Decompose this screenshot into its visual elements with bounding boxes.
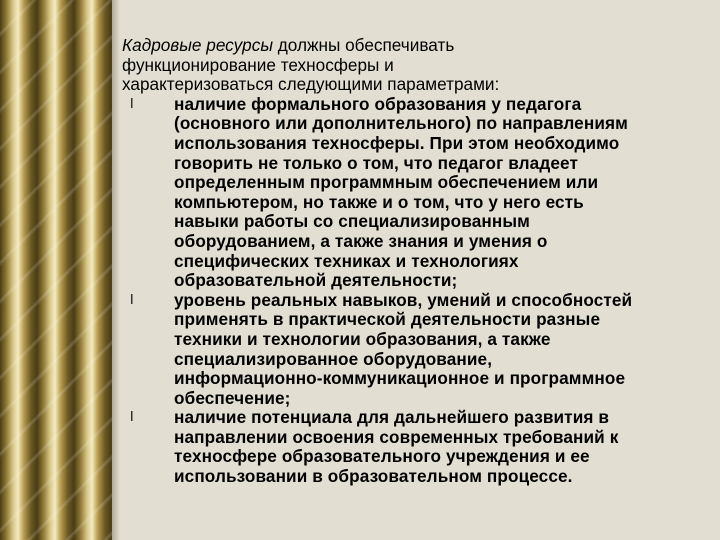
decorative-striped-border	[0, 0, 112, 540]
text-line: специализированное оборудование,	[174, 348, 493, 369]
text-line: использования техносферы. При этом необходимо	[174, 132, 620, 153]
bullet-icon: l	[130, 292, 134, 308]
list-item	[122, 408, 712, 486]
text-line: оборудованием, а также знания и умения о	[174, 230, 548, 251]
text-line: говорить не только о том, что педагог владеет	[174, 152, 578, 173]
text-line: направлении освоения современных требований к	[174, 426, 619, 447]
list-item	[122, 291, 712, 409]
text-line: техники и технологии образования, а также	[174, 328, 551, 349]
bullet-list	[122, 95, 712, 487]
intro-line-2: функционирование техносферы и	[122, 54, 394, 75]
text-line: компьютером, но также и о том, что у него есть	[174, 191, 584, 212]
bullet-icon: l	[130, 410, 134, 426]
text-line: специфических техниках и технологиях	[174, 250, 519, 271]
intro-paragraph	[122, 36, 712, 95]
text-line: обеспечение;	[174, 387, 291, 408]
text-line: навыки работы со специализированным	[174, 211, 530, 232]
list-item-text	[174, 291, 712, 409]
intro-line-3: характеризоваться следующими параметрами:	[122, 74, 500, 95]
text-line: применять в практической деятельности разные	[174, 309, 601, 330]
intro-line-1: должны обеспечивать	[272, 35, 455, 55]
text-line: информационно-коммуникационное и программное	[174, 368, 626, 389]
text-line: (основного или дополнительного) по направлениям	[174, 113, 628, 134]
bullet-icon: l	[130, 96, 134, 112]
text-line: наличие формального образования у педагога	[174, 93, 582, 114]
list-item	[122, 95, 712, 291]
text-line: образовательной деятельности;	[174, 270, 458, 291]
intro-italic-lead: Кадровые ресурсы	[122, 35, 273, 55]
text-line: использовании в образовательном процессе.	[174, 466, 573, 487]
text-line: уровень реальных навыков, умений и способностей	[174, 289, 633, 310]
text-line: определенным программным обеспечением или	[174, 172, 599, 193]
list-item-text	[174, 95, 712, 291]
list-item-text	[174, 408, 712, 486]
border-shadow	[112, 0, 120, 540]
slide-body	[122, 36, 712, 487]
text-line: наличие потенциала для дальнейшего развития в	[174, 407, 610, 428]
text-line: техносфере образовательного учреждения и ее	[174, 446, 590, 467]
